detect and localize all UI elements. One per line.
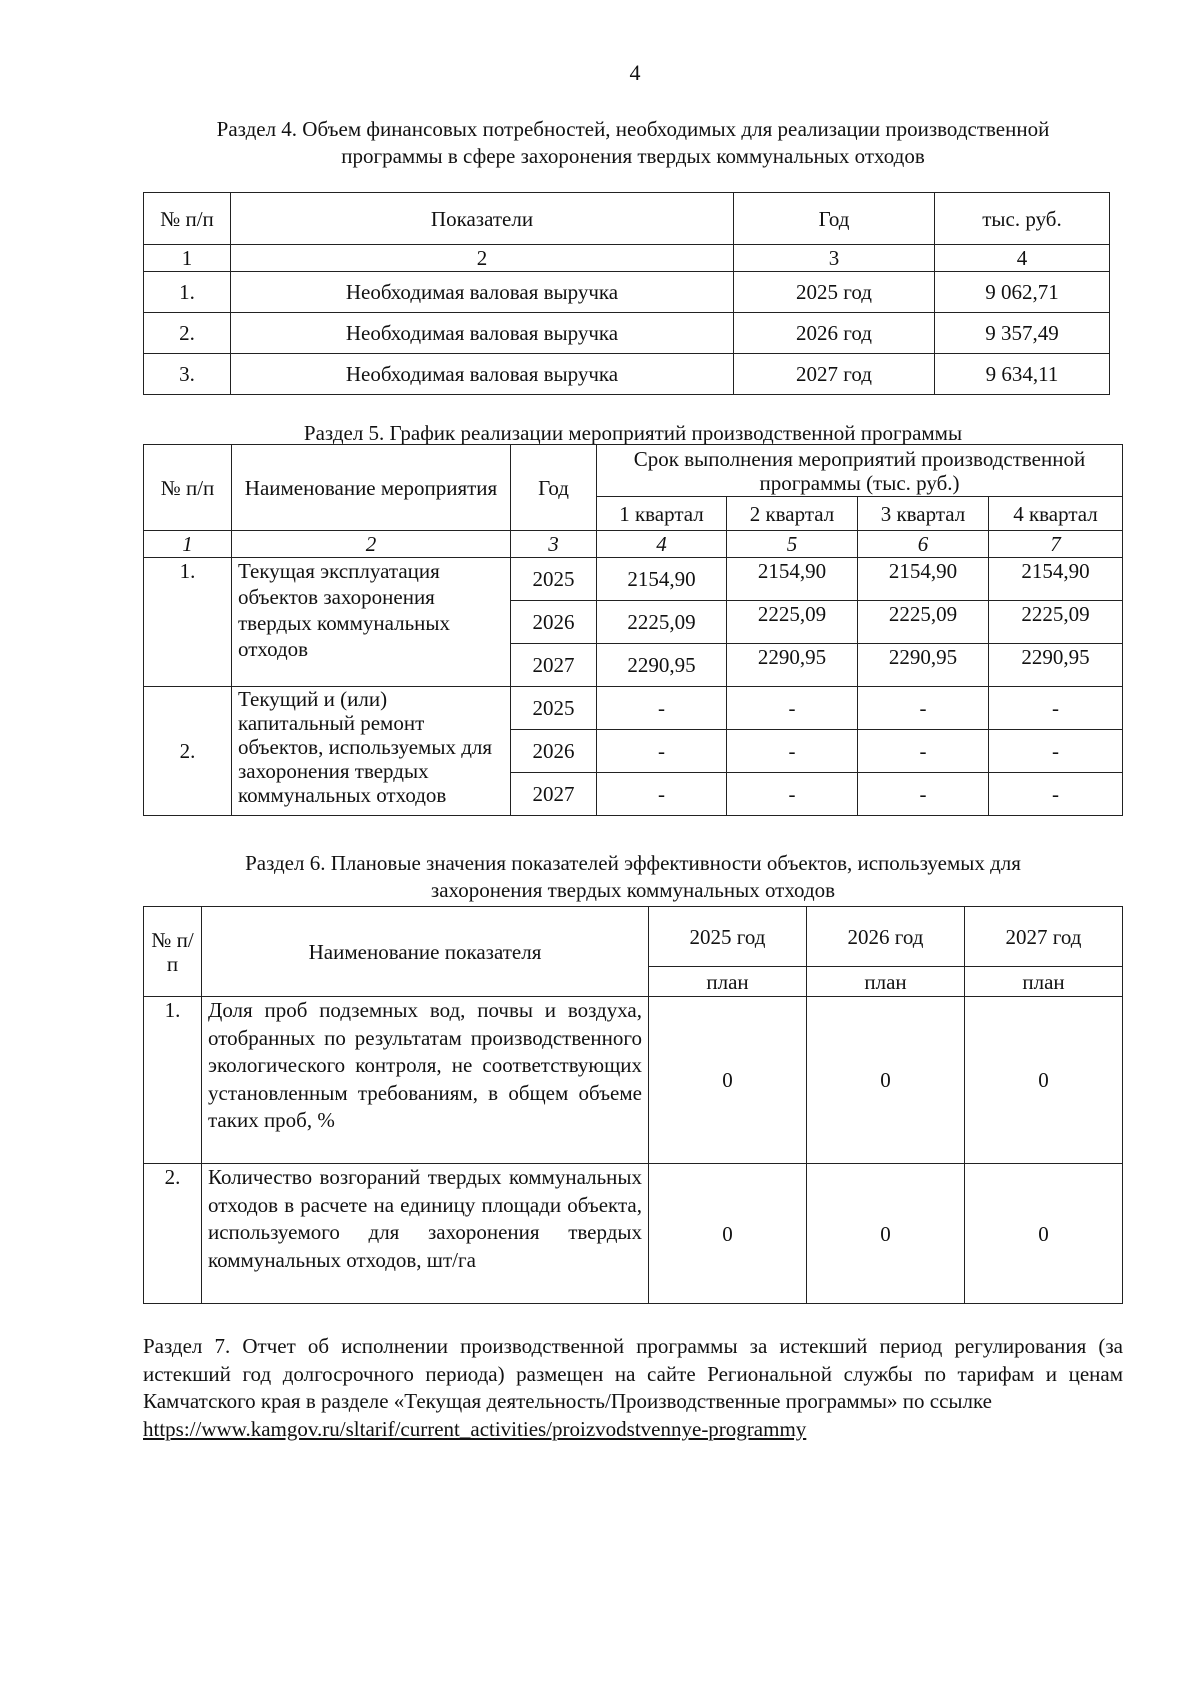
col-header-period: Срок выполнения мероприятий производственной программы (тыс. руб.): [597, 445, 1123, 497]
col-number: 6: [858, 531, 989, 558]
table-row: [144, 687, 1123, 730]
col-number: 3: [511, 531, 597, 558]
col-number: 4: [935, 245, 1110, 272]
quarter-value: 2290,95: [597, 644, 727, 687]
row-value: 0: [649, 997, 807, 1164]
quarter-value: 2154,90: [858, 558, 989, 601]
section6-title: [143, 850, 1123, 904]
row-indicator: Необходимая валовая выручка: [231, 313, 734, 354]
col-header-quarter: 2 квартал: [727, 497, 858, 531]
item-year: 2027: [511, 773, 597, 816]
row-value: 0: [649, 1164, 807, 1304]
quarter-value: -: [989, 687, 1123, 730]
col-header-year: 2026 год: [807, 907, 965, 967]
col-number: 1: [144, 245, 231, 272]
col-header-quarter: 4 квартал: [989, 497, 1123, 531]
table-row: [144, 272, 1110, 313]
item-num: 2.: [144, 687, 232, 816]
row-year: 2025 год: [734, 272, 935, 313]
section4-title-line2: программы в сфере захоронения твердых коммунальных отходов: [341, 144, 925, 168]
section6-title-line2: захоронения твердых коммунальных отходов: [430, 878, 836, 902]
row-value: 0: [807, 1164, 965, 1304]
item-num: 1.: [144, 558, 232, 687]
col-header: тыс. руб.: [935, 193, 1110, 245]
row-value: 0: [807, 997, 965, 1164]
item-year: 2026: [511, 730, 597, 773]
column-number-row: [144, 245, 1110, 272]
col-header-plan: план: [807, 967, 965, 997]
col-header-num: № п/п: [144, 907, 202, 997]
header-row: [144, 907, 1123, 967]
section7-text: Раздел 7. Отчет об исполнении производственной программы за истекший период регулирования (за истекший год долгосрочного периода) размещен на сайте Региональной службы по тарифам и ценам Камчатского края в разделе «Текущая деятельность/Производственные программы» по ссылке: [143, 1334, 1123, 1413]
quarter-value: 2154,90: [989, 558, 1123, 601]
col-header: Показатели: [231, 193, 734, 245]
item-year: 2025: [511, 687, 597, 730]
row-num: 1.: [144, 997, 202, 1164]
row-num: 2.: [144, 1164, 202, 1304]
row-value: 9 634,11: [935, 354, 1110, 395]
quarter-value: -: [597, 773, 727, 816]
row-num: 3.: [144, 354, 231, 395]
row-year: 2027 год: [734, 354, 935, 395]
row-value: 9 062,71: [935, 272, 1110, 313]
col-header-plan: план: [649, 967, 807, 997]
col-number: 3: [734, 245, 935, 272]
col-header-quarter: 3 квартал: [858, 497, 989, 531]
row-value: 0: [965, 1164, 1123, 1304]
section7-link[interactable]: https://www.kamgov.ru/sltarif/current_activities/proizvodstvennye-programmy: [143, 1416, 807, 1441]
quarter-value: -: [597, 687, 727, 730]
col-header-name: Наименование показателя: [202, 907, 649, 997]
section6-title-line1: Раздел 6. Плановые значения показателей эффективности объектов, используемых для: [245, 851, 1021, 875]
col-number: 2: [231, 245, 734, 272]
quarter-value: -: [727, 687, 858, 730]
row-indicator: Доля проб подземных вод, почвы и воздуха, отобранных по результатам производственного экологического контроля, не соответствующих установленным требованиям, в общем объеме таких проб, %: [202, 997, 649, 1164]
col-header-name: Наименование мероприятия: [232, 445, 511, 531]
table-row: [144, 1164, 1123, 1304]
section5-table: [143, 444, 1123, 816]
quarter-value: 2225,09: [989, 601, 1123, 644]
section4-title-line1: Раздел 4. Объем финансовых потребностей, необходимых для реализации производственной: [216, 117, 1050, 141]
page-number: 4: [629, 60, 641, 85]
quarter-value: -: [727, 730, 858, 773]
section7-paragraph: [143, 1333, 1123, 1443]
row-indicator: Необходимая валовая выручка: [231, 272, 734, 313]
row-year: 2026 год: [734, 313, 935, 354]
item-name: Текущий и (или) капитальный ремонт объектов, используемых для захоронения твердых коммунальных отходов: [232, 687, 511, 816]
quarter-value: -: [727, 773, 858, 816]
col-header: Год: [734, 193, 935, 245]
col-number: 5: [727, 531, 858, 558]
item-year: 2027: [511, 644, 597, 687]
col-header-year: 2027 год: [965, 907, 1123, 967]
item-year: 2026: [511, 601, 597, 644]
section4-title: [143, 116, 1123, 170]
quarter-value: 2290,95: [727, 644, 858, 687]
col-number: 2: [232, 531, 511, 558]
quarter-value: -: [989, 773, 1123, 816]
col-header-year: Год: [511, 445, 597, 531]
quarter-value: 2225,09: [858, 601, 989, 644]
quarter-value: -: [858, 773, 989, 816]
row-num: 1.: [144, 272, 231, 313]
column-number-row: [144, 531, 1123, 558]
quarter-value: -: [858, 730, 989, 773]
section5-title: Раздел 5. График реализации мероприятий производственной программы: [303, 421, 963, 445]
row-value: 0: [965, 997, 1123, 1164]
item-year: 2025: [511, 558, 597, 601]
header-row: [144, 193, 1110, 245]
table-row: [144, 313, 1110, 354]
quarter-value: 2225,09: [727, 601, 858, 644]
col-number: 4: [597, 531, 727, 558]
item-name: Текущая эксплуатация объектов захоронения твердых коммунальных отходов: [232, 558, 511, 687]
col-header-plan: план: [965, 967, 1123, 997]
col-header-quarter: 1 квартал: [597, 497, 727, 531]
row-num: 2.: [144, 313, 231, 354]
col-header-num: № п/п: [144, 445, 232, 531]
col-header-year: 2025 год: [649, 907, 807, 967]
quarter-value: 2290,95: [989, 644, 1123, 687]
quarter-value: 2225,09: [597, 601, 727, 644]
row-value: 9 357,49: [935, 313, 1110, 354]
header-row: [144, 445, 1123, 497]
row-indicator: Необходимая валовая выручка: [231, 354, 734, 395]
quarter-value: -: [989, 730, 1123, 773]
section6-table: [143, 906, 1123, 1304]
table-row: [144, 354, 1110, 395]
quarter-value: -: [858, 687, 989, 730]
quarter-value: 2154,90: [727, 558, 858, 601]
quarter-value: 2290,95: [858, 644, 989, 687]
row-indicator: Количество возгораний твердых коммунальных отходов в расчете на единицу площади объекта, используемого для захоронения твердых коммунальных отходов, шт/га: [202, 1164, 649, 1304]
table-row: [144, 558, 1123, 601]
col-number: 1: [144, 531, 232, 558]
section4-table: [143, 192, 1110, 395]
col-header: № п/п: [144, 193, 231, 245]
quarter-value: -: [597, 730, 727, 773]
quarter-value: 2154,90: [597, 558, 727, 601]
table-row: [144, 997, 1123, 1164]
col-number: 7: [989, 531, 1123, 558]
